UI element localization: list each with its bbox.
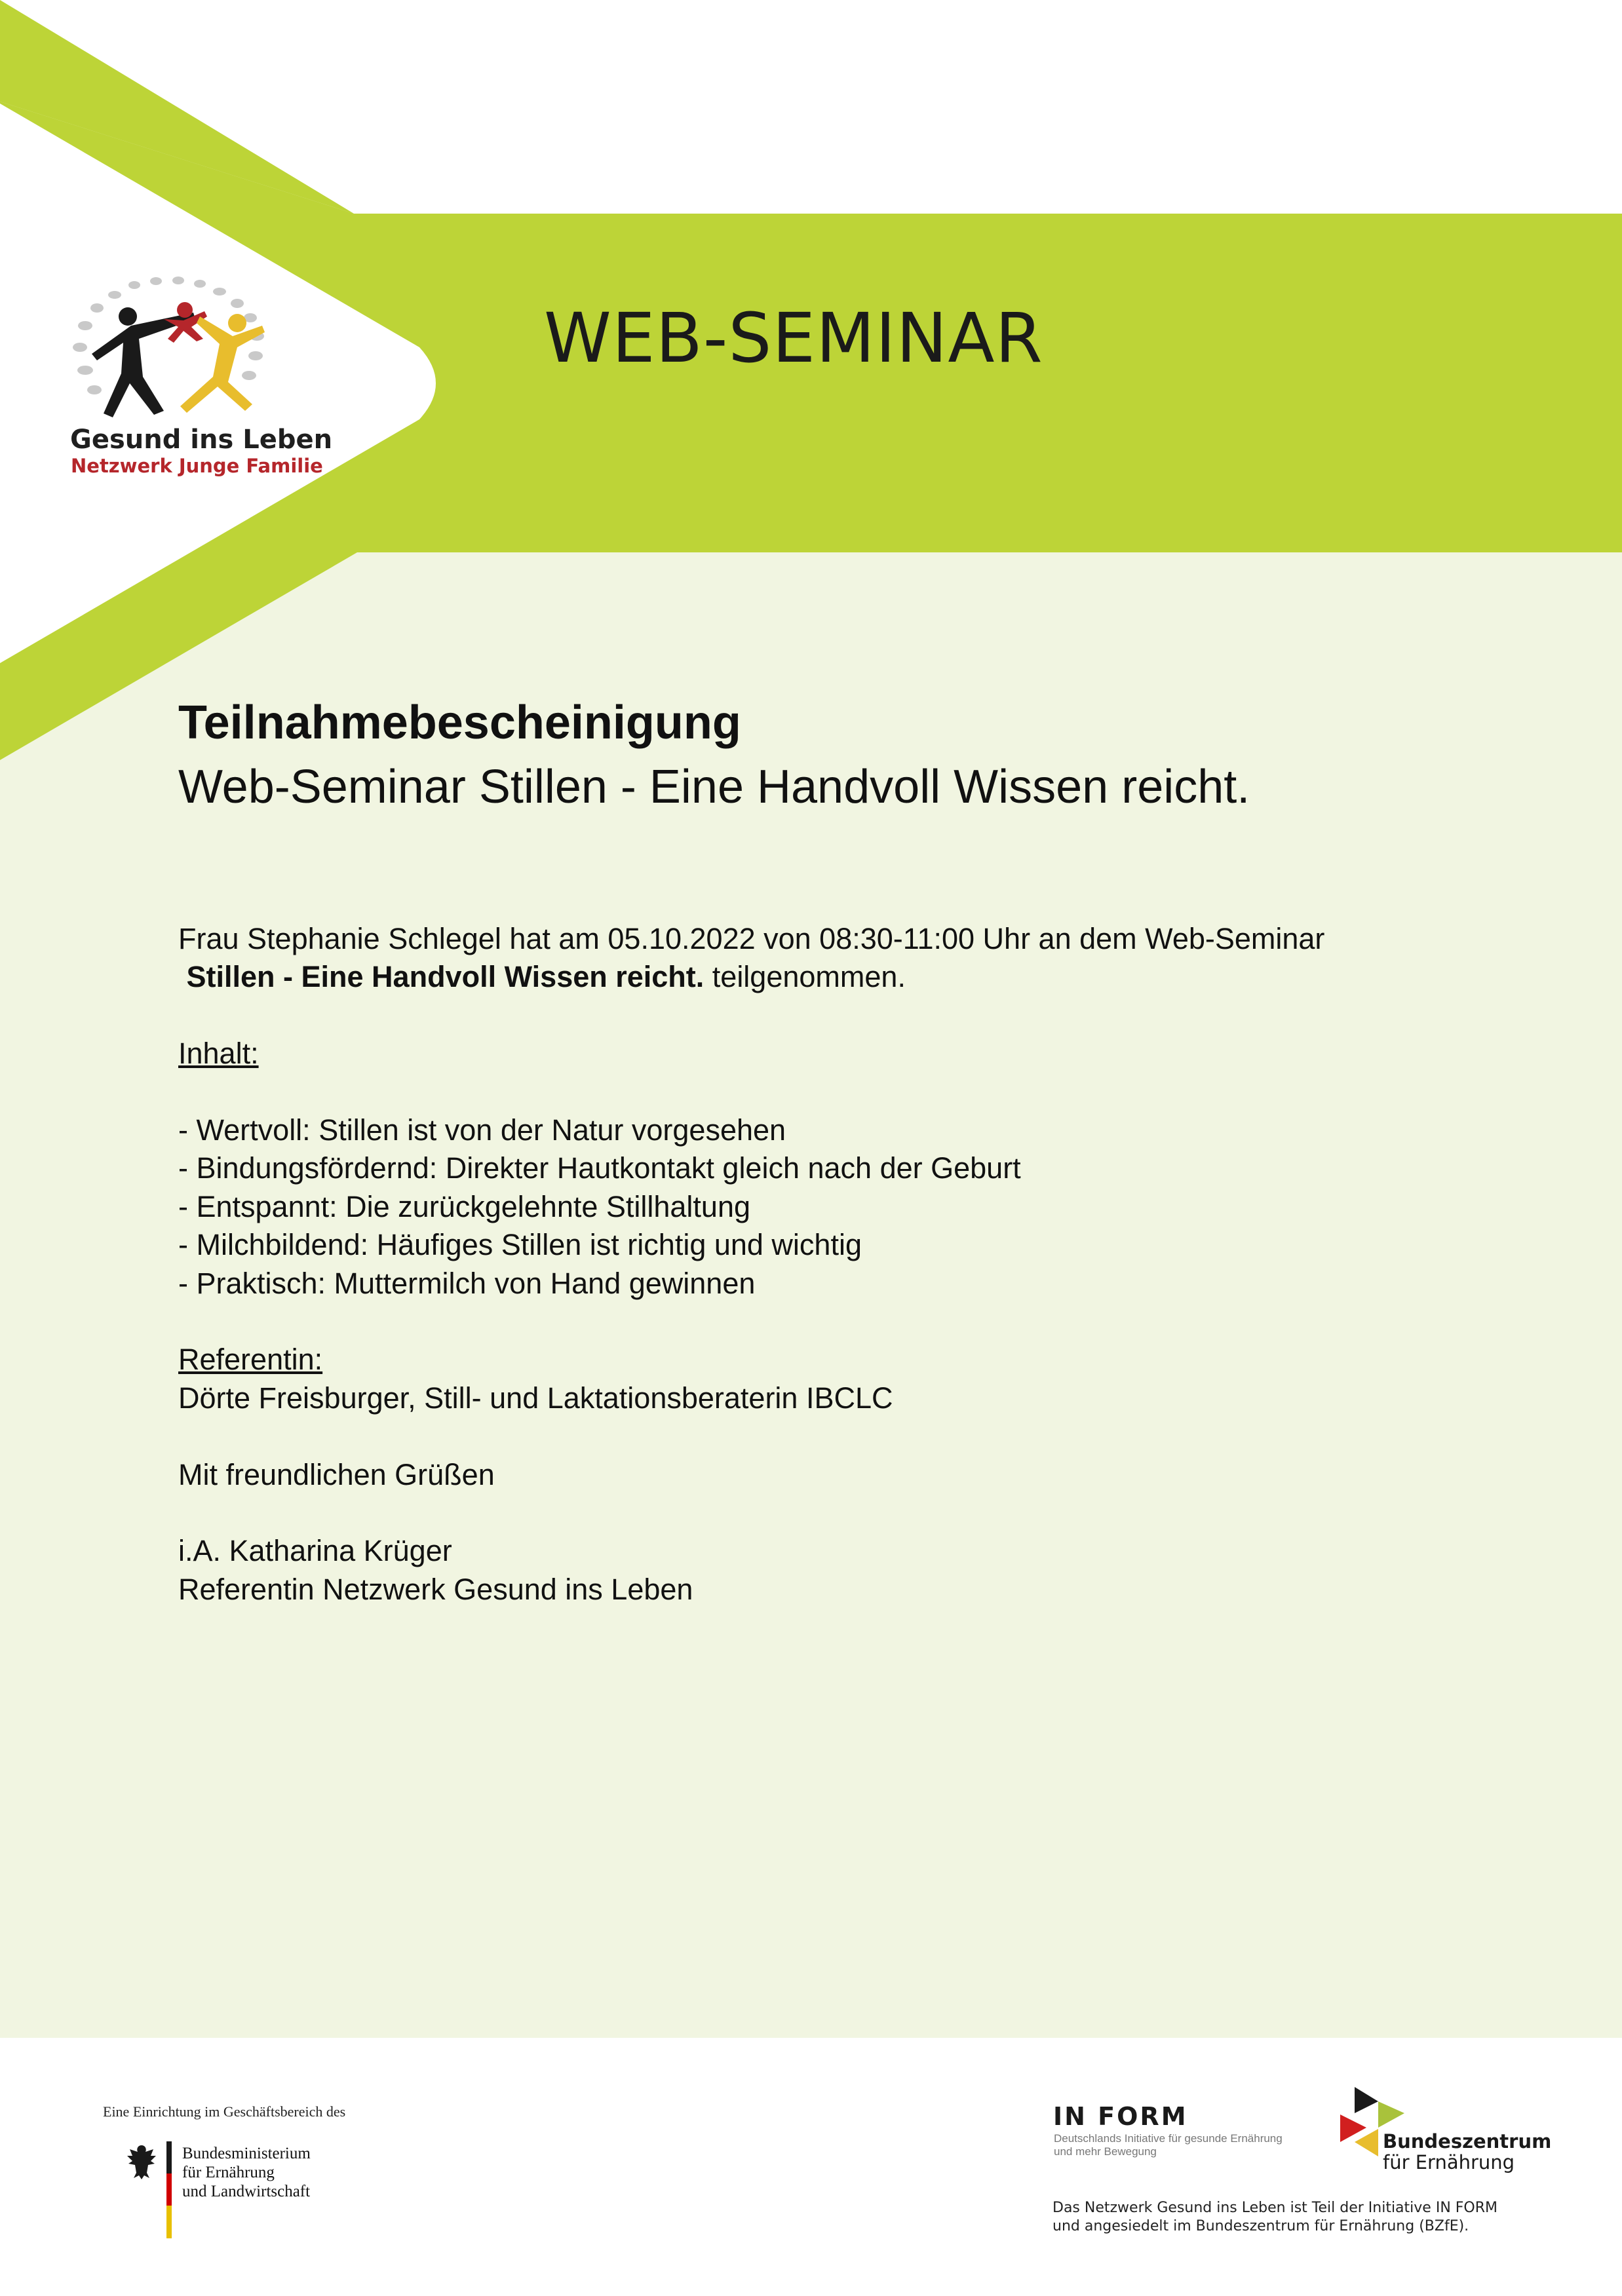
intro-end: teilgenommen.	[704, 960, 906, 994]
institution-note: Eine Einrichtung im Geschäftsbereich des	[103, 2103, 346, 2120]
bzfe-name: Bundeszentrum für Ernährung	[1383, 2130, 1552, 2173]
banner-title: WEB-SEMINAR	[544, 298, 1043, 378]
logo-subtitle: Netzwerk Junge Familie	[71, 455, 323, 477]
network-note: Das Netzwerk Gesund ins Leben ist Teil der Initiative IN FORM und angesiedelt im Bundeszentrum für Ernährung (BZfE).	[1052, 2200, 1498, 2234]
certificate-title: Teilnahmebescheinigung	[178, 697, 741, 749]
content-item: - Praktisch: Muttermilch von Hand gewinnen	[178, 1266, 756, 1300]
closing: Mit freundlichen Grüßen	[178, 1457, 495, 1491]
speaker: Dörte Freisburger, Still- und Laktationsberaterin IBCLC	[178, 1381, 893, 1415]
content-item: - Milchbildend: Häufiges Stillen ist richtig und wichtig	[178, 1228, 862, 1262]
content-item: - Wertvoll: Stillen ist von der Natur vorgesehen	[178, 1113, 786, 1147]
certificate-body	[178, 920, 1522, 1609]
ministry-name: Bundesministerium für Ernährung und Landwirtschaft	[182, 2145, 311, 2200]
content-heading: Inhalt:	[178, 1037, 259, 1071]
federal-eagle-icon	[125, 2143, 159, 2181]
content-item: - Bindungsfördernd: Direkter Hautkontakt gleich nach der Geburt	[178, 1151, 1021, 1185]
logo-name: Gesund ins Leben	[70, 425, 333, 455]
inform-logo: IN FORM	[1053, 2102, 1188, 2131]
seminar-name: Stillen - Eine Handvoll Wissen reicht.	[186, 960, 705, 994]
inform-tagline: Deutschlands Initiative für gesunde Ernährung und mehr Bewegung	[1054, 2132, 1283, 2158]
signer-role: Referentin Netzwerk Gesund ins Leben	[178, 1572, 693, 1606]
intro-line-2	[178, 958, 1522, 996]
flag-stripe-icon	[166, 2141, 172, 2238]
certificate-subtitle: Web-Seminar Stillen - Eine Handvoll Wissen reicht.	[178, 761, 1250, 813]
speaker-heading: Referentin:	[178, 1343, 323, 1377]
gesund-ins-leben-figures-icon	[66, 265, 288, 429]
signer-name: i.A. Katharina Krüger	[178, 1534, 452, 1568]
intro-line-1: Frau Stephanie Schlegel hat am 05.10.2022 von 08:30-11:00 Uhr an dem Web-Seminar	[178, 922, 1325, 955]
content-item: - Entspannt: Die zurückgelehnte Stillhaltung	[178, 1189, 751, 1223]
